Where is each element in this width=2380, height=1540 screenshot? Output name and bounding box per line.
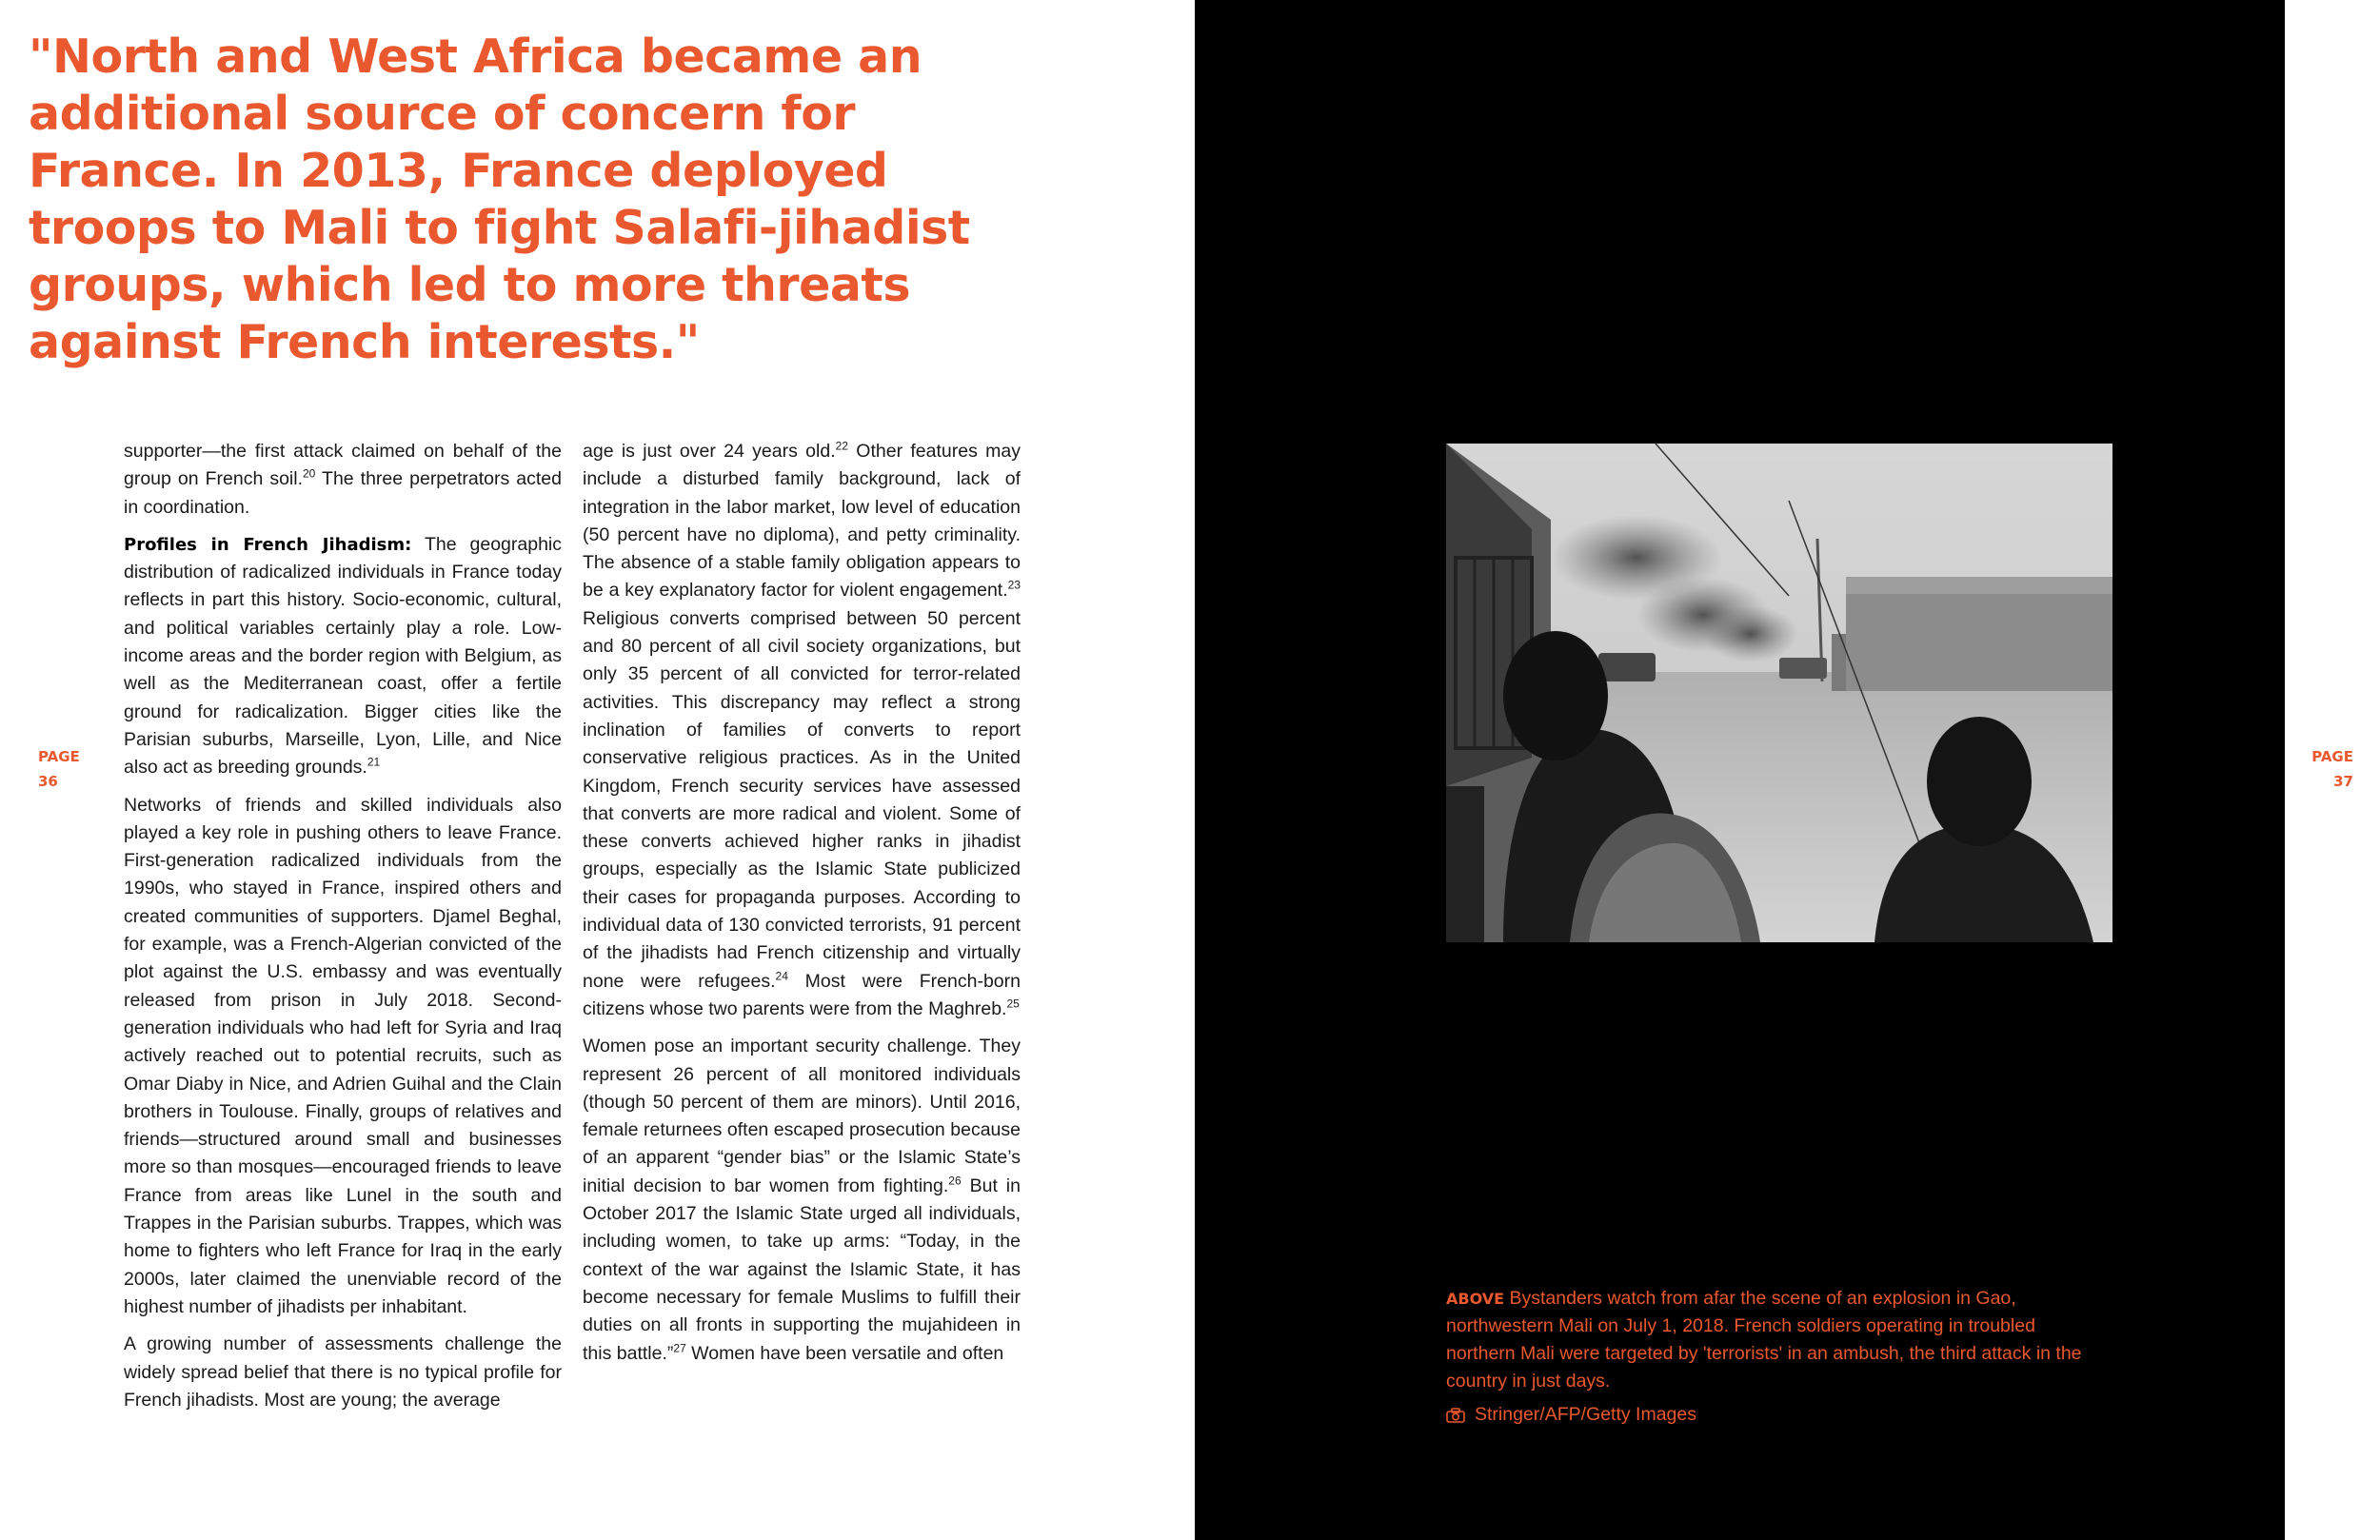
- footnote-ref: 21: [367, 755, 381, 769]
- footnote-ref: 27: [673, 1341, 686, 1354]
- page-marker-right: [2302, 744, 2353, 794]
- text-column-1: [124, 438, 562, 1424]
- page-label-left: PAGE: [38, 748, 80, 765]
- footnote-ref: 20: [303, 466, 316, 481]
- caption-label: ABOVE: [1446, 1290, 1505, 1308]
- footnote-ref: 23: [1007, 578, 1021, 592]
- footnote-ref: 24: [775, 969, 788, 983]
- section-lead: Profiles in French Jihadism:: [124, 534, 412, 555]
- paragraph: supporter—the first attack claimed on behalf of the group on French soil.$^{20}$ The three perpetrators acted in coordination.: [124, 441, 562, 518]
- caption-text: Bystanders watch from afar the scene of an explosion in Gao, northwestern Mali on July 1, 2018. French soldiers operating in troubled northern Mali were targeted by 'terrorists' in an ambush, the third attack in the country in just days.: [1446, 1288, 2082, 1392]
- paragraph: age is just over 24 years old.$^{22}$ Other features may include a disturbed family background, lack of integration in the labor market, low level of education (50 percent have no diploma), and petty criminality. The absence of a stable family obligation appears to be a key explanatory factor for violent engagement.$^{23}$ Religious converts comprised between 50 percent and 80 percent of all civil society organizations, but only 35 percent of all convicted for terror-related activities. This discrepancy may reflect a strong inclination of families of converts to report conservative religious practices. As in the United Kingdom, French security services have assessed that converts are more radical and violent. Some of these converts achieved higher ranks in jihadist groups, especially as the Islamic State publicized their cases for propaganda purposes. According to individual data of 130 convicted terrorists, 91 percent of the jihadists had French citizenship and virtually none were refugees.$^{24}$ Most were French-born citizens whose two parents were from the Maghreb.$^{25}$: [583, 439, 1021, 1019]
- page-label-right: PAGE: [2311, 748, 2353, 765]
- page-number-left: 36: [38, 773, 58, 790]
- paragraph: Women pose an important security challenge. They represent 26 percent of all monitored individuals (though 50 percent of them are minors). Until 2016, female returnees often escaped prosecution because of an apparent “gender bias” or the Islamic State’s initial decision to bar women from fighting.$^{26}$ But in October 2017 the Islamic State urged all individuals, including women, to take up arms: “Today, in the context of the war against the Islamic State, it has become necessary for female Muslims to fulfill their duties on all fronts in supporting the mujahideen in this battle.”$^{27}$ Women have been versatile and often: [583, 1036, 1021, 1364]
- paragraph: A growing number of assessments challenge the widely spread belief that there is no typical profile for French jihadists. Most are young; the average: [124, 1333, 562, 1411]
- camera-icon: [1446, 1408, 1465, 1423]
- footnote-ref: 22: [835, 439, 848, 453]
- text-column-2: [583, 438, 1021, 1377]
- footnote-ref: 25: [1006, 997, 1020, 1011]
- photo-illustration: [1446, 444, 2112, 942]
- credit-text: Stringer/AFP/Getty Images: [1475, 1404, 1697, 1425]
- paragraph: Networks of friends and skilled individuals also played a key role in pushing others to leave France. First-generation radicalized individuals from the 1990s, who stayed in France, inspired others and created communities of supporters. Djamel Beghal, for example, was a French-Algerian convicted of the plot against the U.S. embassy and was eventually released from prison in July 2018. Second-generation individuals who had left for Syria and Iraq actively reached out to potential recruits, such as Omar Diaby in Nice, and Adrien Guihal and the Clain brothers in Toulouse. Finally, groups of relatives and friends—structured around small and businesses more so than mosques—encouraged friends to leave France from areas like Lunel in the south and Trappes in the Parisian suburbs. Trappes, which was home to fighters who left France for Iraq in the early 2000s, later claimed the unenviable record of the highest number of jihadists per inhabitant.: [124, 794, 562, 1317]
- news-photo: [1446, 444, 2112, 942]
- page-number-right: 37: [2333, 773, 2353, 790]
- page-marker-left: [38, 744, 80, 794]
- pull-quote: "North and West Africa became an additional source of concern for France. In 2013, France deployed troops to Mali to fight Salafi-jihadist groups, which led to more threats against French interests.": [29, 30, 970, 369]
- photo-caption: [1446, 1285, 2103, 1395]
- paragraph: Profiles in French Jihadism: The geographic distribution of radicalized individuals in France today reflects in part this history. Socio-economic, cultural, and political variables certainly play a role. Low-income areas and the border region with Belgium, as well as the Mediterranean coast, offer a fertile ground for radicalization. Bigger cities like the Parisian suburbs, Marseille, Lyon, Lille, and Nice also act as breeding grounds.$^{21}$: [124, 533, 563, 779]
- footnote-ref: 26: [948, 1174, 962, 1188]
- photo-credit: [1446, 1401, 2103, 1429]
